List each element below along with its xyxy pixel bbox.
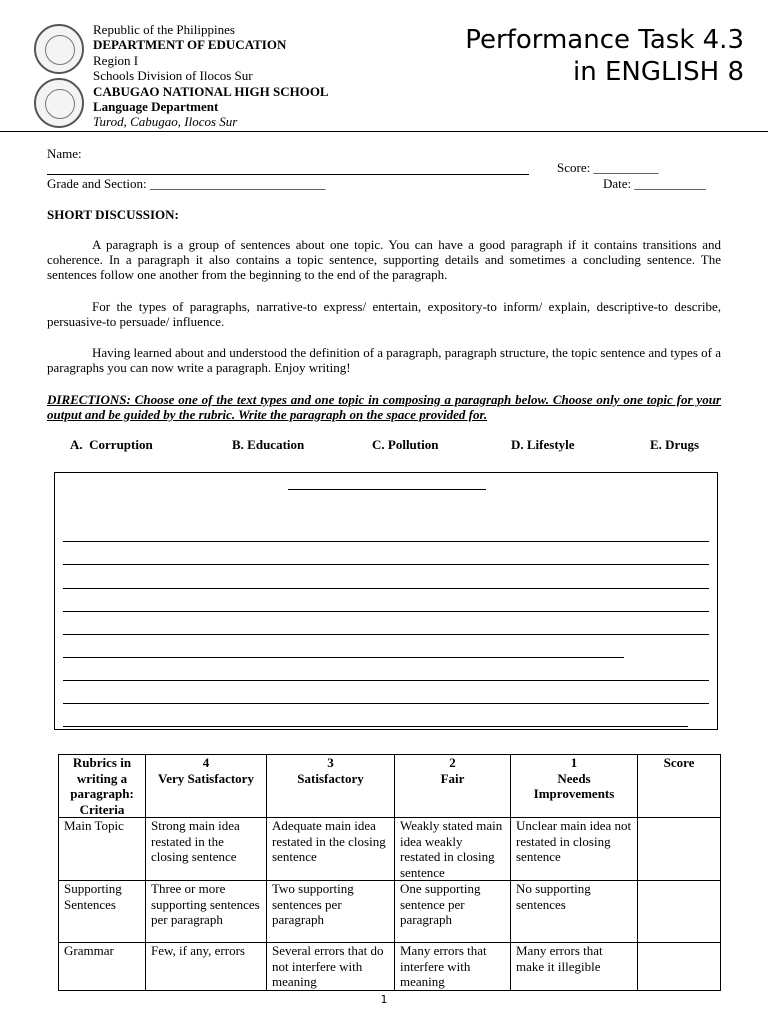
topic-e[interactable]: E. Drugs [650, 437, 700, 452]
topic-d[interactable]: D. Lifestyle [511, 437, 575, 452]
header-school: CABUGAO NATIONAL HIGH SCHOOL [93, 83, 329, 99]
rubric-header-row [59, 755, 721, 818]
rubric-cell: Three or more supporting sentences per paragraph [146, 881, 267, 943]
deped-seal-icon [34, 24, 84, 74]
topic-a[interactable]: A. Corruption [70, 437, 153, 452]
rubric-cell: Strong main idea restated in the closing sentence [146, 818, 267, 881]
table-row [59, 818, 721, 881]
topic-c[interactable]: C. Pollution [372, 437, 439, 452]
writing-line[interactable] [63, 564, 709, 565]
rubric-score-cell[interactable] [638, 943, 721, 991]
name-label: Name: [47, 146, 82, 161]
header-language-dept: Language Department [93, 99, 219, 115]
writing-box[interactable] [54, 472, 718, 730]
rubric-header-criteria: Rubrics in writing a paragraph: Criteria [59, 755, 146, 818]
writing-line[interactable] [63, 611, 709, 612]
rubric-cell: Many errors that interfere with meaning [395, 943, 511, 991]
rubric-header-1: 1 Needs Improvements [511, 755, 638, 818]
table-row [59, 943, 721, 991]
header-address: Turod, Cabugao, Ilocos Sur [93, 114, 238, 130]
header-divider [0, 131, 768, 132]
score-field[interactable]: Score: __________ [557, 160, 659, 175]
rubric-cell: Many errors that make it illegible [511, 943, 638, 991]
rubric-cell: Two supporting sentences per paragraph [267, 881, 395, 943]
writing-line[interactable] [63, 726, 688, 727]
discussion-paragraph-3: Having learned about and understood the definition of a paragraph, paragraph structure, the topic sentence and types of a paragraphs you can now write a paragraph. Enjoy writing! [47, 345, 721, 375]
name-field[interactable] [47, 174, 529, 175]
rubric-header-score: Score [638, 755, 721, 818]
rubric-cell: Several errors that do not interfere with meaning [267, 943, 395, 991]
discussion-paragraph-2: For the types of paragraphs, narrative-to express/ entertain, expository-to inform/ explain, descriptive-to describe, persuasive-to persuade/ influence. [47, 299, 721, 329]
header-republic: Republic of the Philippines [93, 22, 235, 37]
writing-line[interactable] [63, 541, 709, 542]
rubric-cell: No supporting sentences [511, 881, 638, 943]
writing-line[interactable] [63, 634, 709, 635]
header-division: Schools Division of Ilocos Sur [93, 68, 253, 84]
writing-line[interactable] [63, 680, 709, 681]
rubric-cell: One supporting sentence per paragraph [395, 881, 511, 943]
school-seal-icon [34, 78, 84, 128]
rubric-header-3: 3 Satisfactory [267, 755, 395, 818]
table-row [59, 881, 721, 943]
rubric-score-cell[interactable] [638, 881, 721, 943]
rubric-header-2: 2 Fair [395, 755, 511, 818]
rubric-criteria: Grammar [59, 943, 146, 991]
grade-section-field[interactable]: Grade and Section: ___________________________ [47, 176, 326, 191]
rubric-criteria: Main Topic [59, 818, 146, 881]
discussion-heading: SHORT DISCUSSION: [47, 207, 179, 222]
date-field[interactable]: Date: ___________ [603, 176, 706, 191]
rubric-cell: Unclear main idea not restated in closing sentence [511, 818, 638, 881]
header-department: DEPARTMENT OF EDUCATION [93, 37, 287, 53]
rubric-criteria: Supporting Sentences [59, 881, 146, 943]
header-block [93, 22, 329, 130]
rubric-cell: Weakly stated main idea weakly restated in closing sentence [395, 818, 511, 881]
rubric-score-cell[interactable] [638, 818, 721, 881]
directions: DIRECTIONS: Choose one of the text types and one topic in composing a paragraph below. Choose only one topic for your output and be guided by the rubric. Write the paragraph on the space provided for. [47, 392, 721, 422]
rubric-cell: Few, if any, errors [146, 943, 267, 991]
writing-line[interactable] [63, 588, 709, 589]
topic-b[interactable]: B. Education [232, 437, 305, 452]
rubric-table [58, 754, 721, 991]
rubric-header-4: 4 Very Satisfactory [146, 755, 267, 818]
writing-line[interactable] [63, 657, 624, 658]
header-region: Region I [93, 52, 139, 68]
page-title: Performance Task 4.3 in ENGLISH 8 [465, 25, 744, 87]
rubric-cell: Adequate main idea restated in the closing sentence [267, 818, 395, 881]
discussion-paragraph-1: A paragraph is a group of sentences about one topic. You can have a good paragraph if it contains transitions and coherence. In a paragraph it also contains a topic sentence, supporting details and sometimes a concluding sentence. The sentences follow one another from the beginning to the end of the paragraph. [47, 237, 721, 282]
writing-line[interactable] [63, 703, 709, 704]
title-line[interactable] [288, 489, 486, 490]
page-number: 1 [380, 993, 388, 1006]
